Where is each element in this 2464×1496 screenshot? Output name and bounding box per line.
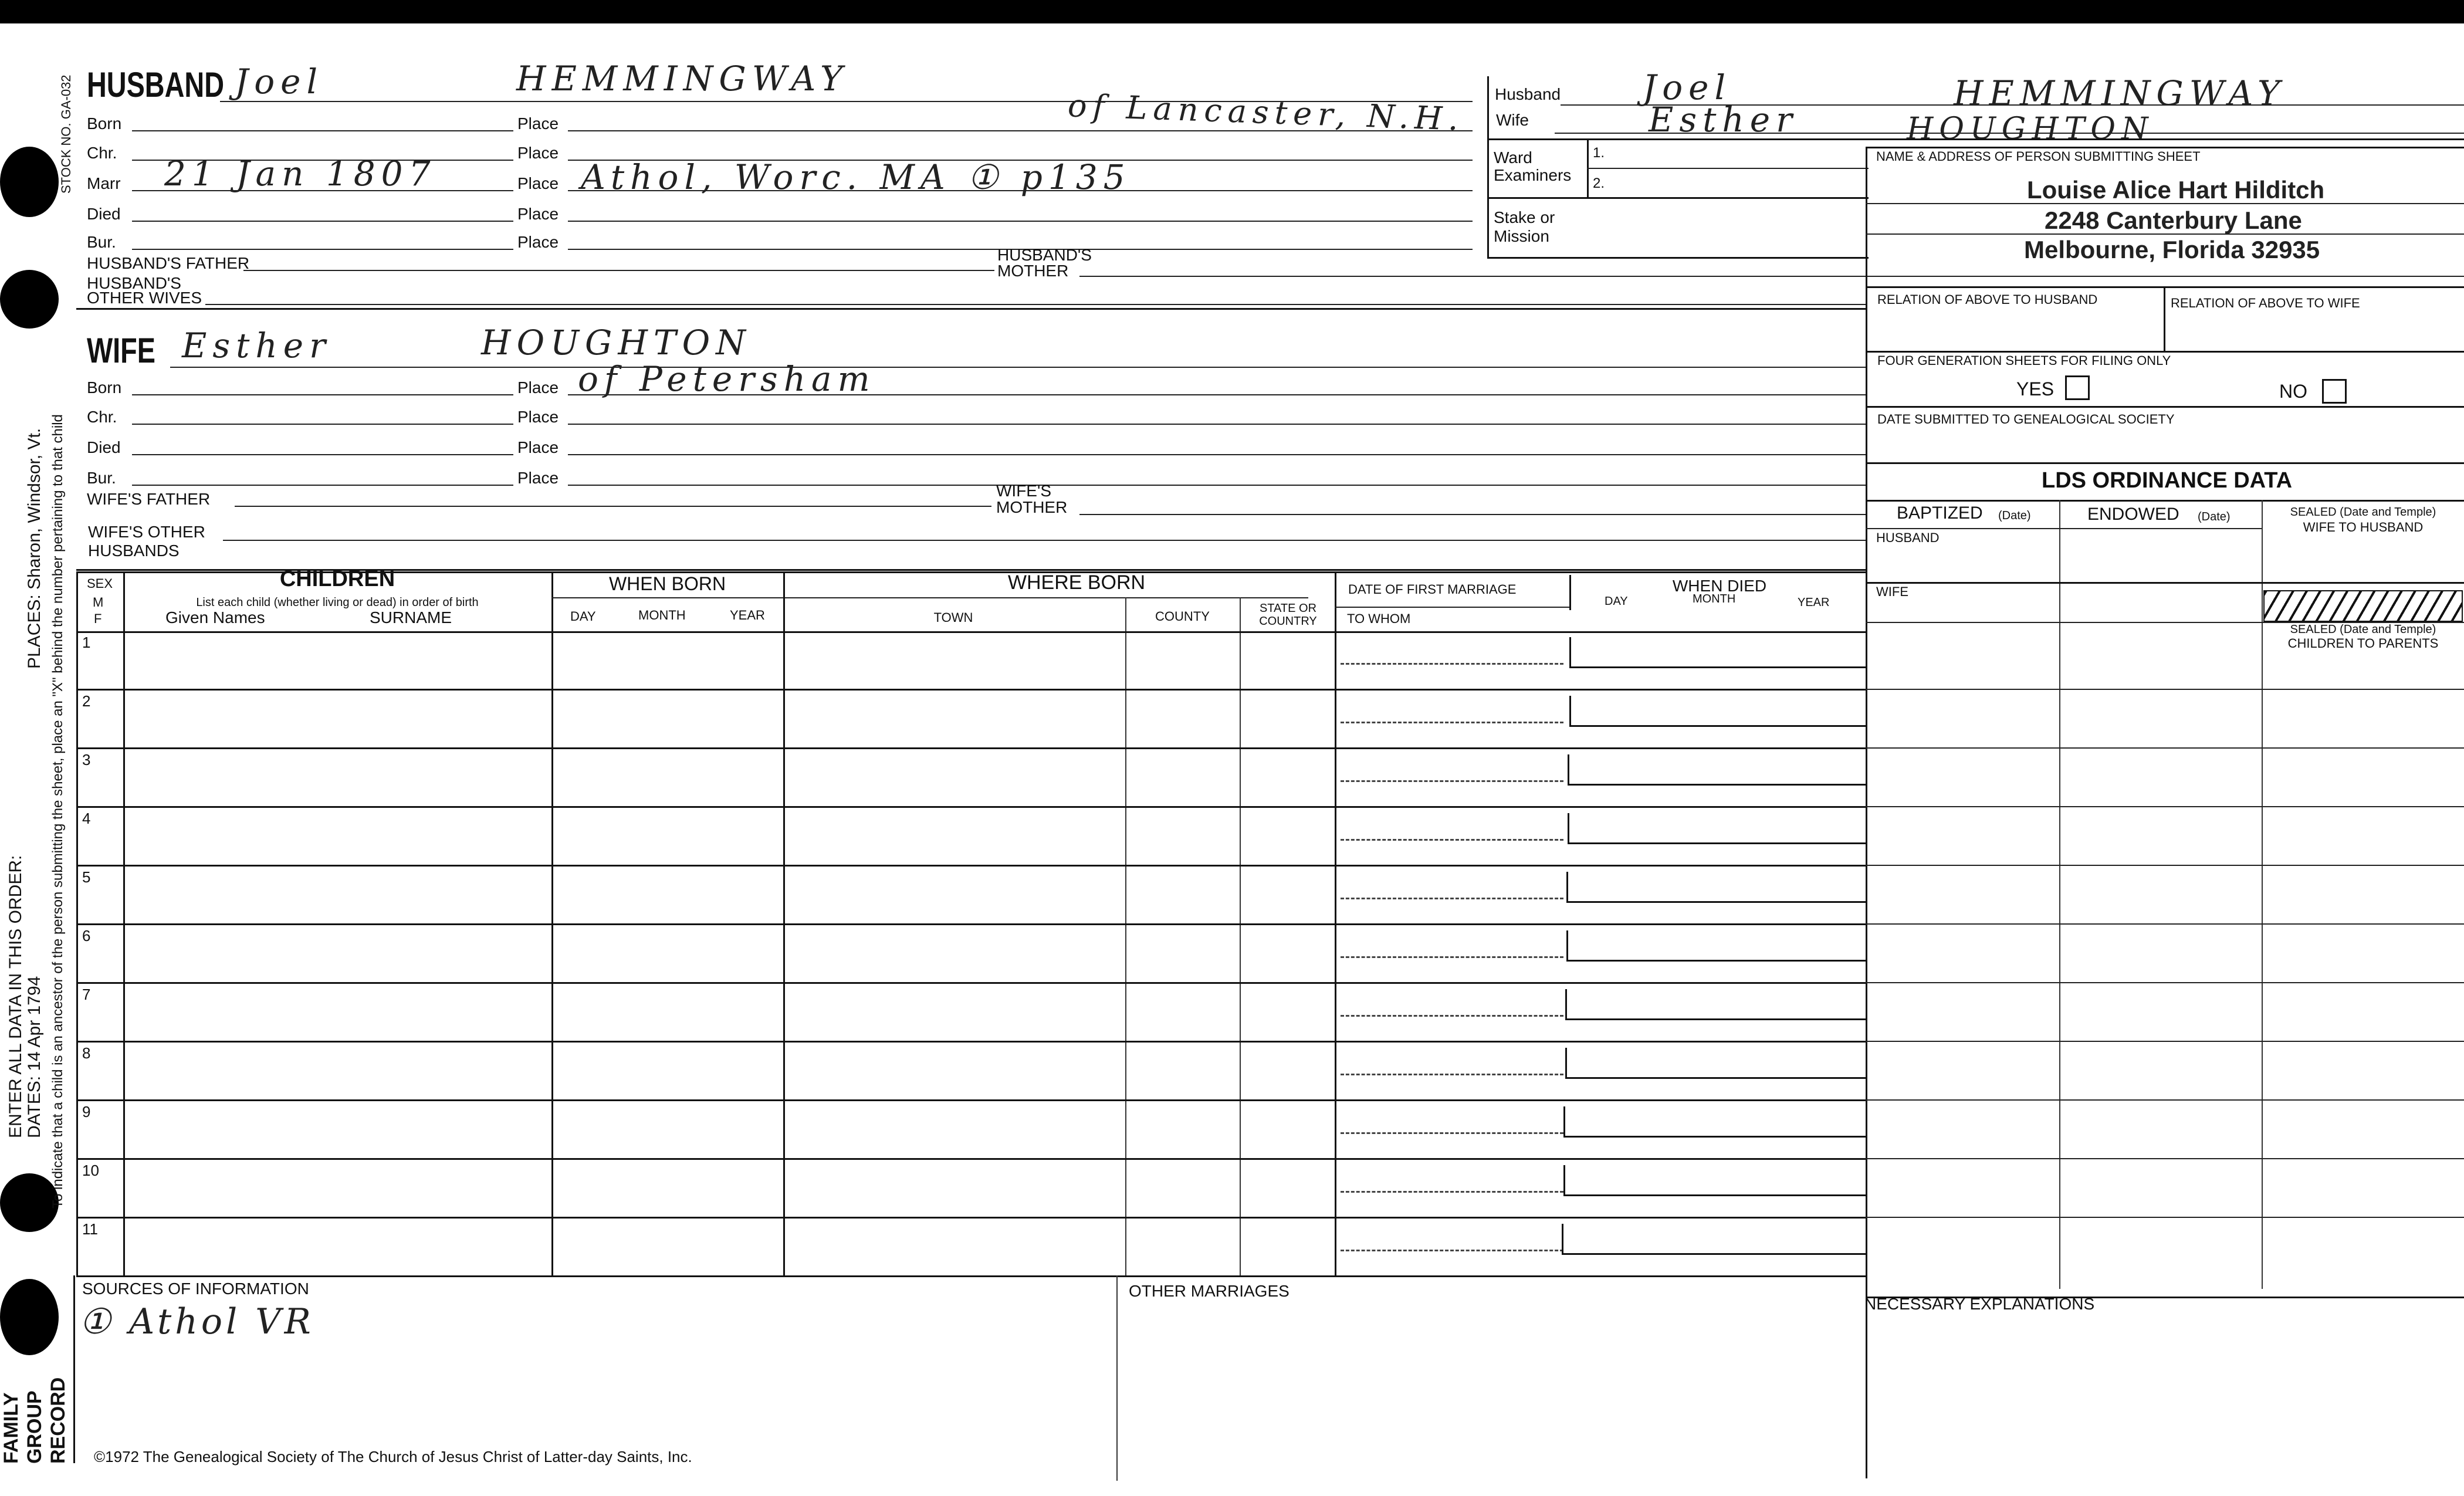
state-country-label-2: COUNTRY	[1259, 615, 1317, 628]
child-row-number: 9	[82, 1103, 91, 1121]
necessary-explanations-label: NECESSARY EXPLANATIONS	[1864, 1295, 2095, 1313]
four-generation-no-checkbox[interactable]	[2322, 379, 2347, 404]
submitter-label: NAME & ADDRESS OF PERSON SUBMITTING SHEET	[1876, 149, 2201, 164]
child-row-number: 11	[82, 1220, 98, 1238]
surname-label: SURNAME	[370, 608, 452, 627]
child-row-number: 2	[82, 692, 91, 710]
born-day-label: DAY	[570, 609, 596, 624]
child-row-number: 8	[82, 1044, 91, 1062]
husband-born-place-label: Place	[517, 114, 559, 133]
four-generation-yes-checkbox[interactable]	[2065, 375, 2090, 400]
other-marriages-label: OTHER MARRIAGES	[1129, 1282, 1289, 1300]
lds-husband-label: HUSBAND	[1876, 530, 1940, 545]
sealed-children-label-1: SEALED (Date and Temple)	[2290, 623, 2436, 636]
husbands-father-label: HUSBAND'S FATHER	[87, 254, 250, 272]
relation-wife-label: RELATION OF ABOVE TO WIFE	[2171, 296, 2360, 310]
husband-chr-place-label: Place	[517, 144, 559, 162]
sources-entry: ① Athol VR	[79, 1301, 314, 1342]
child-row-number: 6	[82, 927, 91, 945]
first-marriage-label: DATE OF FIRST MARRIAGE	[1348, 582, 1517, 597]
submitter-street: 2248 Canterbury Lane	[2045, 207, 2302, 234]
four-generation-yes-label: YES	[2016, 378, 2055, 400]
husbands-mother-label-2: MOTHER	[997, 262, 1069, 280]
wife-bur-place-label: Place	[517, 469, 559, 487]
header-husband-surname: HEMMINGWAY	[1954, 73, 2286, 113]
husband-born-place: of Lancaster, N.H.	[1067, 87, 1465, 138]
ward-label-2: Examiners	[1494, 166, 1572, 184]
husband-marr-place-label: Place	[517, 174, 559, 192]
side-dates: DATES: 14 Apr 1794	[25, 976, 44, 1138]
given-names-label: Given Names	[165, 608, 265, 627]
sealed-wife-hatched-area	[2263, 590, 2463, 622]
punch-hole	[0, 270, 59, 329]
town-label: TOWN	[933, 610, 973, 625]
child-row-number: 3	[82, 751, 91, 769]
baptized-label: BAPTIZED	[1897, 503, 1983, 523]
husbands-other-wives-label-1: HUSBAND'S	[87, 274, 181, 292]
husband-died-place-label: Place	[517, 205, 559, 223]
ward-examiner-2: 2.	[1593, 175, 1605, 191]
husband-bur-place-label: Place	[517, 233, 559, 251]
side-child-note: To indicate that a child is an ancestor of the person submitting the sheet, place an "X" behind the number pertaining to that child	[50, 414, 66, 1209]
county-label: COUNTY	[1155, 609, 1210, 624]
when-born-heading: WHEN BORN	[608, 573, 726, 594]
lds-ordinance-heading: LDS ORDINANCE DATA	[2042, 468, 2293, 493]
husband-heading: HUSBAND	[87, 65, 224, 104]
wife-died-place-label: Place	[517, 438, 559, 456]
copyright-notice: ©1972 The Genealogical Society of The Church of Jesus Christ of Latter-day Saints, Inc.	[94, 1448, 692, 1465]
wife-heading: WIFE	[87, 331, 155, 370]
husband-born-label: Born	[87, 114, 122, 133]
died-day-label: DAY	[1605, 595, 1628, 608]
to-whom-label: TO WHOM	[1347, 611, 1411, 626]
marriage-date: 21 Jan 1807	[164, 154, 436, 194]
husband-bur-label: Bur.	[87, 233, 116, 251]
child-row-number: 1	[82, 634, 91, 651]
sealed-wife-label-2: WIFE TO HUSBAND	[2303, 520, 2424, 534]
state-country-label-1: STATE OR	[1259, 602, 1317, 615]
husband-chr-label: Chr.	[87, 144, 117, 162]
sources-label: SOURCES OF INFORMATION	[82, 1280, 309, 1298]
wife-surname: HOUGHTON	[481, 323, 752, 363]
wife-born-place: of Petersham	[578, 359, 876, 399]
header-husband-label: Husband	[1495, 85, 1561, 103]
died-year-label: YEAR	[1798, 596, 1830, 609]
husband-marr-label: Marr	[87, 174, 121, 192]
header-wife-label: Wife	[1496, 111, 1529, 129]
sex-f-label: F	[94, 611, 102, 626]
wife-chr-label: Chr.	[87, 408, 117, 426]
header-wife-given: Esther	[1649, 100, 1798, 140]
sex-label: SEX	[87, 576, 113, 591]
born-month-label: MONTH	[638, 608, 686, 622]
children-heading: CHILDREN	[279, 567, 395, 591]
header-husband-given: Joel	[1643, 67, 1732, 107]
child-row-number: 5	[82, 868, 91, 886]
child-row-number: 4	[82, 810, 91, 827]
wife-bur-label: Bur.	[87, 469, 116, 487]
where-born-heading: WHERE BORN	[1007, 571, 1146, 594]
ward-label-1: Ward	[1494, 148, 1532, 167]
punch-hole	[0, 147, 59, 217]
baptized-date-label: (Date)	[1998, 509, 2031, 522]
when-died-heading: WHEN DIED	[1672, 577, 1767, 595]
wife-born-place-label: Place	[517, 378, 559, 397]
wife-given-name: Esther	[182, 326, 331, 365]
lds-wife-label: WIFE	[1876, 584, 1908, 599]
sealed-wife-label-1: SEALED (Date and Temple)	[2290, 506, 2436, 519]
child-row-number: 10	[82, 1162, 99, 1179]
submitter-city: Melbourne, Florida 32935	[2024, 236, 2320, 263]
four-generation-label: FOUR GENERATION SHEETS FOR FILING ONLY	[1877, 353, 2171, 368]
wifes-other-husbands-label-2: HUSBANDS	[88, 541, 180, 560]
husband-given-name: Joel	[235, 62, 324, 101]
children-note: List each child (whether living or dead) in order of birth	[196, 596, 479, 609]
side-title-group: GROUP	[23, 1390, 46, 1464]
wife-died-label: Died	[87, 438, 121, 456]
relation-husband-label: RELATION OF ABOVE TO HUSBAND	[1877, 292, 2098, 307]
sealed-children-label-2: CHILDREN TO PARENTS	[2287, 636, 2439, 651]
four-generation-no-label: NO	[2279, 381, 2307, 402]
wife-chr-place-label: Place	[517, 408, 559, 426]
born-year-label: YEAR	[730, 608, 765, 622]
husband-died-label: Died	[87, 205, 121, 223]
marriage-place: Athol, Worc. MA ① p135	[581, 157, 1131, 197]
sex-m-label: M	[93, 595, 104, 610]
endowed-date-label: (Date)	[2198, 510, 2231, 523]
stock-number: STOCK NO. GA-032	[59, 75, 73, 194]
husbands-other-wives-label-2: OTHER WIVES	[87, 289, 202, 307]
stake-label-2: Mission	[1494, 227, 1549, 245]
endowed-label: ENDOWED	[2087, 505, 2179, 524]
side-places: PLACES: Sharon, Windsor, Vt.	[25, 428, 44, 669]
side-title-family: FAMILY	[0, 1392, 22, 1464]
stake-label-1: Stake or	[1494, 208, 1555, 226]
wifes-father-label: WIFE'S FATHER	[87, 490, 211, 508]
date-submitted-label: DATE SUBMITTED TO GENEALOGICAL SOCIETY	[1877, 412, 2175, 427]
header-wife-surname: HOUGHTON	[1907, 111, 2154, 147]
punch-hole	[0, 1279, 59, 1355]
side-enter: ENTER ALL DATA IN THIS ORDER:	[6, 855, 25, 1138]
wifes-mother-label-1: WIFE'S	[996, 482, 1052, 500]
wife-born-label: Born	[87, 378, 122, 397]
husband-surname: HEMMINGWAY	[516, 59, 849, 99]
scan-top-border	[0, 0, 2464, 23]
wifes-mother-label-2: MOTHER	[996, 498, 1068, 516]
child-row-number: 7	[82, 986, 91, 1003]
submitter-name: Louise Alice Hart Hilditch	[2027, 176, 2325, 204]
side-title-record: RECORD	[47, 1377, 69, 1464]
ward-examiner-1: 1.	[1593, 145, 1605, 161]
husbands-mother-label-1: HUSBAND'S	[997, 246, 1092, 264]
wifes-other-husbands-label-1: WIFE'S OTHER	[88, 523, 205, 541]
died-month-label: MONTH	[1693, 593, 1736, 605]
